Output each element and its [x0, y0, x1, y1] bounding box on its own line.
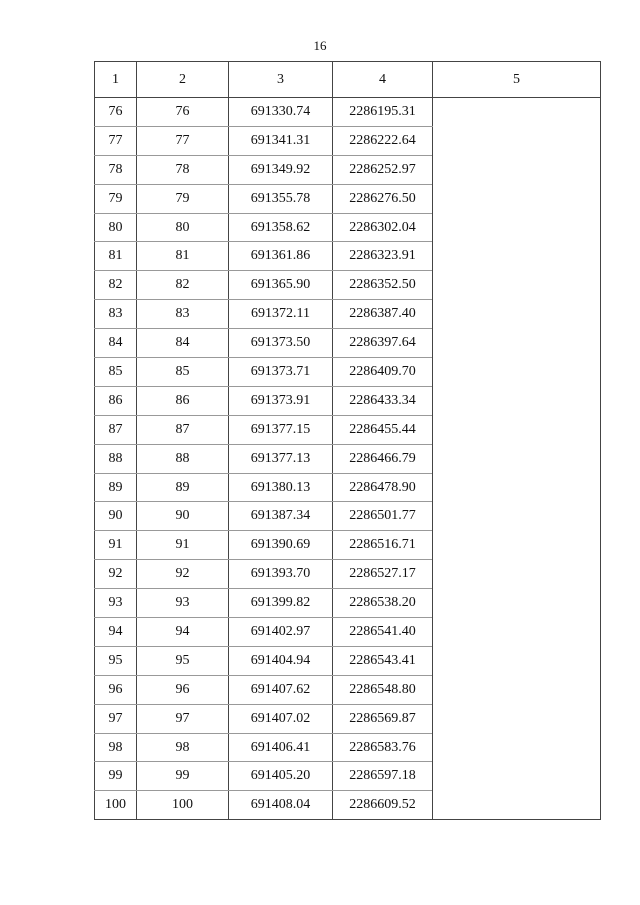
- y-coordinate-cell: 2286323.91: [333, 242, 433, 271]
- y-coordinate-cell: 2286276.50: [333, 184, 433, 213]
- y-coordinate-cell: 2286222.64: [333, 126, 433, 155]
- y-coordinate-cell: 2286516.71: [333, 531, 433, 560]
- point-number-cell: 100: [95, 791, 137, 820]
- point-id-cell: 95: [137, 646, 229, 675]
- point-number-cell: 76: [95, 98, 137, 127]
- y-coordinate-cell: 2286548.80: [333, 675, 433, 704]
- point-id-cell: 88: [137, 444, 229, 473]
- x-coordinate-cell: 691404.94: [229, 646, 333, 675]
- point-number-cell: 82: [95, 271, 137, 300]
- point-number-cell: 81: [95, 242, 137, 271]
- x-coordinate-cell: 691377.15: [229, 415, 333, 444]
- y-coordinate-cell: 2286352.50: [333, 271, 433, 300]
- point-id-cell: 89: [137, 473, 229, 502]
- x-coordinate-cell: 691405.20: [229, 762, 333, 791]
- y-coordinate-cell: 2286541.40: [333, 618, 433, 647]
- point-id-cell: 77: [137, 126, 229, 155]
- column-header: 4: [333, 62, 433, 98]
- coordinates-table: [94, 61, 601, 820]
- x-coordinate-cell: 691406.41: [229, 733, 333, 762]
- point-id-cell: 78: [137, 155, 229, 184]
- table-header-row: [95, 62, 601, 98]
- point-id-cell: 92: [137, 560, 229, 589]
- point-number-cell: 80: [95, 213, 137, 242]
- point-number-cell: 85: [95, 358, 137, 387]
- x-coordinate-cell: 691358.62: [229, 213, 333, 242]
- point-id-cell: 96: [137, 675, 229, 704]
- point-id-cell: 99: [137, 762, 229, 791]
- x-coordinate-cell: 691365.90: [229, 271, 333, 300]
- point-number-cell: 83: [95, 300, 137, 329]
- point-number-cell: 78: [95, 155, 137, 184]
- point-id-cell: 94: [137, 618, 229, 647]
- point-id-cell: 97: [137, 704, 229, 733]
- x-coordinate-cell: 691373.91: [229, 386, 333, 415]
- y-coordinate-cell: 2286538.20: [333, 589, 433, 618]
- x-coordinate-cell: 691380.13: [229, 473, 333, 502]
- y-coordinate-cell: 2286527.17: [333, 560, 433, 589]
- x-coordinate-cell: 691390.69: [229, 531, 333, 560]
- column-header: 1: [95, 62, 137, 98]
- point-id-cell: 81: [137, 242, 229, 271]
- x-coordinate-cell: 691402.97: [229, 618, 333, 647]
- x-coordinate-cell: 691341.31: [229, 126, 333, 155]
- point-id-cell: 83: [137, 300, 229, 329]
- column-header: 5: [433, 62, 601, 98]
- point-number-cell: 93: [95, 589, 137, 618]
- point-number-cell: 90: [95, 502, 137, 531]
- y-coordinate-cell: 2286501.77: [333, 502, 433, 531]
- point-number-cell: 79: [95, 184, 137, 213]
- point-number-cell: 97: [95, 704, 137, 733]
- y-coordinate-cell: 2286433.34: [333, 386, 433, 415]
- point-id-cell: 98: [137, 733, 229, 762]
- point-number-cell: 94: [95, 618, 137, 647]
- y-coordinate-cell: 2286302.04: [333, 213, 433, 242]
- x-coordinate-cell: 691407.62: [229, 675, 333, 704]
- point-id-cell: 93: [137, 589, 229, 618]
- y-coordinate-cell: 2286543.41: [333, 646, 433, 675]
- point-number-cell: 95: [95, 646, 137, 675]
- x-coordinate-cell: 691355.78: [229, 184, 333, 213]
- y-coordinate-cell: 2286455.44: [333, 415, 433, 444]
- x-coordinate-cell: 691399.82: [229, 589, 333, 618]
- point-id-cell: 86: [137, 386, 229, 415]
- point-number-cell: 89: [95, 473, 137, 502]
- y-coordinate-cell: 2286597.18: [333, 762, 433, 791]
- x-coordinate-cell: 691407.02: [229, 704, 333, 733]
- x-coordinate-cell: 691361.86: [229, 242, 333, 271]
- point-id-cell: 80: [137, 213, 229, 242]
- point-number-cell: 98: [95, 733, 137, 762]
- x-coordinate-cell: 691330.74: [229, 98, 333, 127]
- point-number-cell: 92: [95, 560, 137, 589]
- point-id-cell: 87: [137, 415, 229, 444]
- table-body: [95, 98, 601, 820]
- y-coordinate-cell: 2286397.64: [333, 329, 433, 358]
- point-id-cell: 82: [137, 271, 229, 300]
- y-coordinate-cell: 2286583.76: [333, 733, 433, 762]
- point-id-cell: 91: [137, 531, 229, 560]
- point-number-cell: 99: [95, 762, 137, 791]
- table-row: [95, 98, 601, 127]
- x-coordinate-cell: 691349.92: [229, 155, 333, 184]
- point-number-cell: 87: [95, 415, 137, 444]
- x-coordinate-cell: 691408.04: [229, 791, 333, 820]
- x-coordinate-cell: 691373.71: [229, 358, 333, 387]
- y-coordinate-cell: 2286387.40: [333, 300, 433, 329]
- notes-cell: [433, 98, 601, 820]
- point-number-cell: 77: [95, 126, 137, 155]
- x-coordinate-cell: 691373.50: [229, 329, 333, 358]
- x-coordinate-cell: 691393.70: [229, 560, 333, 589]
- y-coordinate-cell: 2286195.31: [333, 98, 433, 127]
- point-number-cell: 91: [95, 531, 137, 560]
- x-coordinate-cell: 691387.34: [229, 502, 333, 531]
- point-number-cell: 84: [95, 329, 137, 358]
- y-coordinate-cell: 2286252.97: [333, 155, 433, 184]
- x-coordinate-cell: 691372.11: [229, 300, 333, 329]
- y-coordinate-cell: 2286409.70: [333, 358, 433, 387]
- point-id-cell: 79: [137, 184, 229, 213]
- page-number: 16: [313, 38, 327, 53]
- point-id-cell: 76: [137, 98, 229, 127]
- point-id-cell: 100: [137, 791, 229, 820]
- y-coordinate-cell: 2286569.87: [333, 704, 433, 733]
- point-id-cell: 84: [137, 329, 229, 358]
- y-coordinate-cell: 2286466.79: [333, 444, 433, 473]
- point-id-cell: 85: [137, 358, 229, 387]
- point-number-cell: 86: [95, 386, 137, 415]
- column-header: 3: [229, 62, 333, 98]
- point-id-cell: 90: [137, 502, 229, 531]
- column-header: 2: [137, 62, 229, 98]
- y-coordinate-cell: 2286478.90: [333, 473, 433, 502]
- point-number-cell: 96: [95, 675, 137, 704]
- x-coordinate-cell: 691377.13: [229, 444, 333, 473]
- point-number-cell: 88: [95, 444, 137, 473]
- y-coordinate-cell: 2286609.52: [333, 791, 433, 820]
